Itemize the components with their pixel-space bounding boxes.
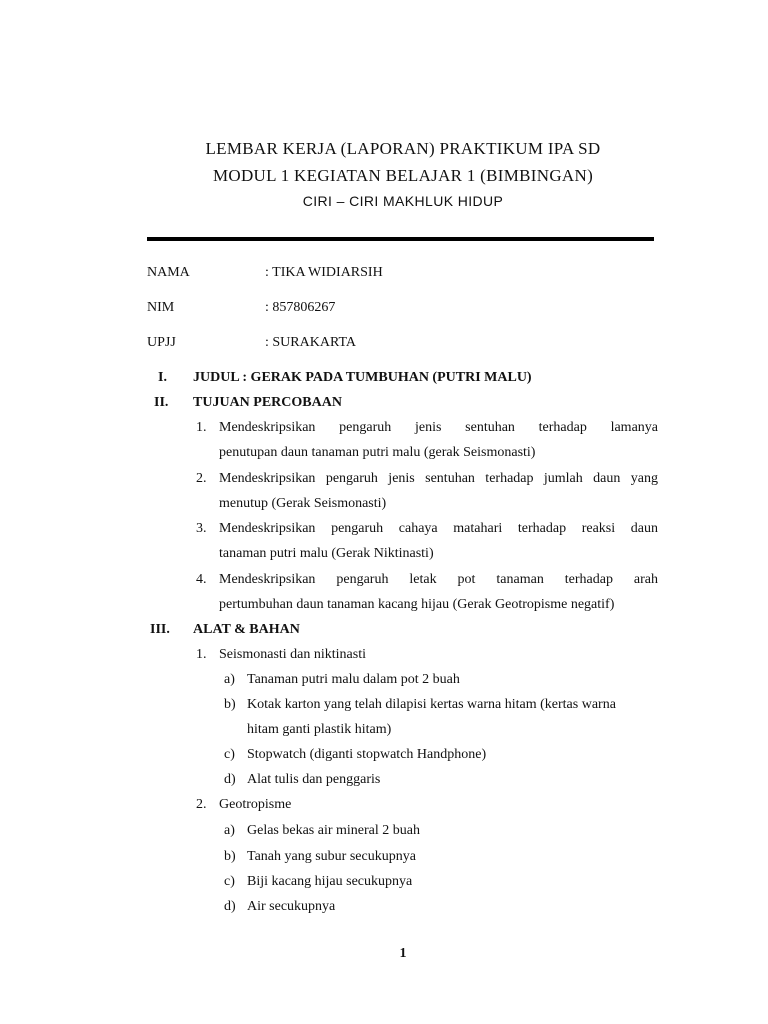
identity-value-name: : TIKA WIDIARSIH <box>265 265 383 280</box>
sub-list-letter: a) <box>224 672 235 687</box>
list-item-text: tanaman putri malu (Gerak Niktinasti) <box>219 546 434 561</box>
sub-list-item: hitam ganti plastik hitam) <box>247 722 392 737</box>
list-item-text: Mendeskripsikan pengaruh cahaya matahari terhadap reaksi daun <box>219 521 658 536</box>
sub-list-letter: b) <box>224 849 236 864</box>
list-item-text: pertumbuhan daun tanaman kacang hijau (Gerak Geotropisme negatif) <box>219 597 615 612</box>
list-item-text: Mendeskripsikan pengaruh jenis sentuhan terhadap lamanya <box>219 420 658 435</box>
sub-list-item: Stopwatch (diganti stopwatch Handphone) <box>247 747 487 762</box>
sub-list-letter: d) <box>224 899 236 914</box>
list-number: 2. <box>196 471 207 486</box>
sub-list-letter: c) <box>224 747 235 762</box>
identity-value-upjj: : SURAKARTA <box>265 335 356 350</box>
identity-label-nim: NIM <box>147 300 175 315</box>
list-number: 2. <box>196 797 207 812</box>
sub-list-item: Biji kacang hijau secukupnya <box>247 874 413 889</box>
list-item-text: Mendeskripsikan pengaruh letak pot tanaman terhadap arah <box>219 572 658 587</box>
sub-list-item: Tanaman putri malu dalam pot 2 buah <box>247 672 460 687</box>
sub-list-item: Tanah yang subur secukupnya <box>247 849 416 864</box>
module-title: MODUL 1 KEGIATAN BELAJAR 1 (BIMBINGAN) <box>212 166 594 185</box>
section-title-judul: JUDUL : GERAK PADA TUMBUHAN (PUTRI MALU) <box>193 370 532 385</box>
group-title: Geotropisme <box>219 797 292 812</box>
identity-value-nim: : 857806267 <box>265 300 336 315</box>
section-title-tujuan: TUJUAN PERCOBAAN <box>193 395 342 410</box>
list-item-text: Mendeskripsikan pengaruh jenis sentuhan terhadap jumlah daun yang <box>219 471 658 486</box>
list-item-text: penutupan daun tanaman putri malu (gerak Seismonasti) <box>219 445 536 460</box>
list-number: 4. <box>196 572 207 587</box>
list-number: 1. <box>196 420 207 435</box>
list-item-text: menutup (Gerak Seismonasti) <box>219 496 387 511</box>
sub-list-item: Air secukupnya <box>247 899 336 914</box>
header-divider <box>147 237 654 241</box>
topic-title: CIRI – CIRI MAKHLUK HIDUP <box>302 193 504 209</box>
sub-list-item: Alat tulis dan penggaris <box>247 772 381 787</box>
page-number: 1 <box>399 946 407 961</box>
identity-label-upjj: UPJJ <box>147 335 176 350</box>
section-title-alat-bahan: ALAT & BAHAN <box>193 622 300 637</box>
list-number: 1. <box>196 647 207 662</box>
sub-list-item: Kotak karton yang telah dilapisi kertas warna hitam (kertas warna <box>247 697 616 712</box>
sub-list-letter: a) <box>224 823 235 838</box>
section-number: I. <box>158 370 167 385</box>
list-number: 3. <box>196 521 207 536</box>
section-number: II. <box>154 395 169 410</box>
sub-list-letter: c) <box>224 874 235 889</box>
section-number: III. <box>150 622 170 637</box>
identity-label-name: NAMA <box>147 265 190 280</box>
sub-list-item: Gelas bekas air mineral 2 buah <box>247 823 420 838</box>
group-title: Seismonasti dan niktinasti <box>219 647 366 662</box>
sub-list-letter: b) <box>224 697 236 712</box>
report-title: LEMBAR KERJA (LAPORAN) PRAKTIKUM IPA SD <box>205 139 601 158</box>
sub-list-letter: d) <box>224 772 236 787</box>
